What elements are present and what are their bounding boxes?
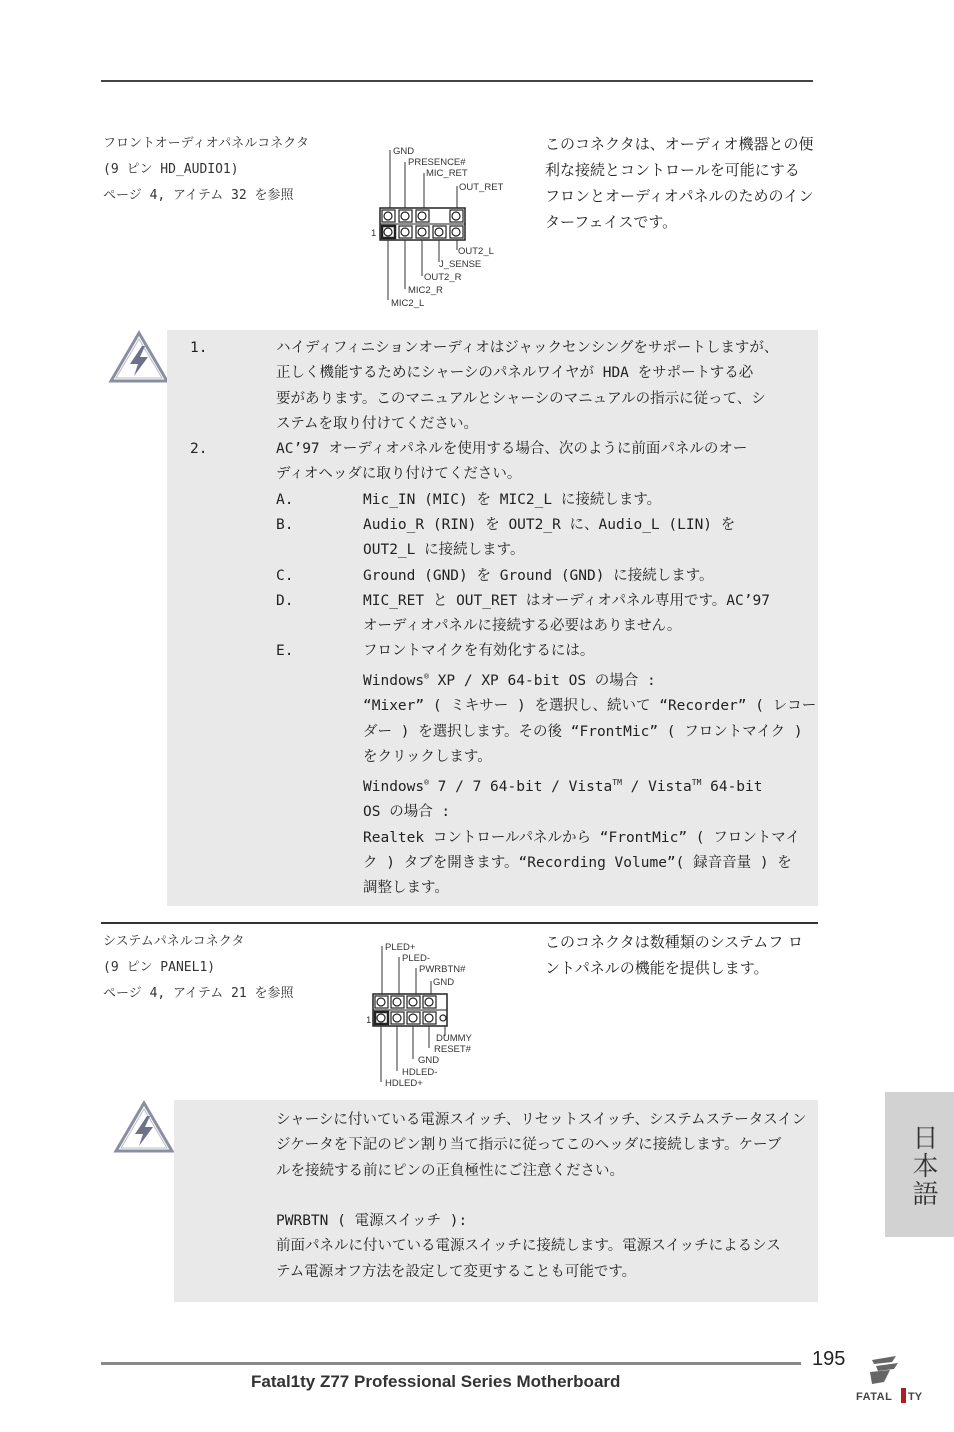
subitem-line [363,770,816,800]
pin-label: MIC2_L [391,298,425,309]
audio-connector-label [103,131,309,209]
note-line: ルを接続する前にピンの正負極性にご注意ください。 [276,1162,624,1179]
note1-item-text [276,336,778,437]
os-text: 64-bit [701,779,763,796]
desc-line: ントパネルの機能を提供します。 [545,959,769,977]
warning-icon [113,1100,175,1154]
pin1-label: 1 [371,228,377,239]
pin-label: PLED+ [385,942,416,953]
fatal1ty-logo [854,1352,934,1408]
svg-text:FATAL: FATAL [856,1391,893,1403]
pin-label: RESET# [434,1044,471,1055]
audio-label-line: ページ 4, アイテム 32 を参照 [103,188,294,203]
note-line: 正しく機能するためにシャーシのパネルワイヤが HDA をサポートする必 [276,365,754,382]
panel-label-line: (9 ピン PANEL1) [103,960,216,975]
note-line: テム電源オフ方法を設定して変更することも可能です。 [276,1263,637,1280]
subitem-letter: A. [276,492,294,508]
subitem-letter: B. [276,517,294,533]
panel-connector-description [545,929,803,981]
subitem-line: 調整します。 [363,880,449,897]
subitem-letter: C. [276,568,294,584]
subitem-line: Realtek コントロールパネルから “FrontMic” ( フロントマイ [363,829,800,846]
subitem-line: “Mixer” ( ミキサー ) を選択し、続いて “Recorder” ( レコー [363,698,817,715]
pin-label: PLED- [402,953,430,964]
desc-line: 利な接続とコントロールを可能にする [545,161,800,179]
panel-header-diagram [366,938,506,1090]
note-line: シャーシに付いている電源スイッチ、リセットスイッチ、システムステータスイン [276,1112,807,1128]
note1-item-text [276,437,747,488]
subitem-line: Ground (GND) を Ground (GND) に接続します。 [363,568,714,584]
warning-icon [108,330,170,384]
audio-header-diagram [368,140,518,312]
desc-line: このコネクタは数種類のシステムフ ロ [545,933,803,951]
panel-label-line: システムパネルコネクタ [103,934,245,949]
panel-label-line: ページ 4, アイテム 21 を参照 [103,986,294,1001]
note1-item-number: 1. [190,340,208,356]
subitem-line: ダー ) を選択します。その後 “FrontMic” ( フロントマイク ) [363,723,803,740]
pin-label: GND [433,977,455,988]
pin-label: HDLED+ [385,1078,423,1089]
section-rule [101,922,818,924]
pin-label: OUT2_R [424,272,462,283]
audio-connector-description [545,131,814,235]
audio-label-line: (9 ピン HD_AUDIO1) [103,162,239,177]
pin-label: GND [393,146,415,157]
subitem-line [363,664,816,694]
subitem-line: OUT2_L に接続します。 [363,542,525,559]
note-line: ステムを取り付けてください。 [276,415,478,432]
pin-label: OUT2_L [458,246,494,257]
pin-label: OUT_RET [459,182,504,193]
footer-title: Fatal1ty Z77 Professional Series Motherboard [251,1372,621,1391]
note-line: ジケータを下記のピン割り当て指示に従ってこのヘッダに接続します。ケーブ [276,1137,782,1154]
note-line: AC’97 オーディオパネルを使用する場合、次のように前面パネルのオー [276,441,748,457]
top-rule [101,80,813,82]
note-line: 要があります。このマニュアルとシャーシのマニュアルの指示に従って、シ [276,390,766,407]
subitem-line: Audio_R (RIN) を OUT2_R に、Audio_L (LIN) を [363,517,736,533]
pin-label: DUMMY [436,1033,472,1044]
panel-connector-label [103,929,294,1007]
os-name: Windows [363,779,425,796]
subitem-line: MIC_RET と OUT_RET はオーディオパネル専用です。AC’97 [363,593,770,609]
desc-line: このコネクタは、オーディオ機器との便 [545,135,814,153]
subitem-text [363,589,770,640]
subitem-line: をクリックします。 [363,749,492,766]
subitem-letter: D. [276,593,294,609]
note1-item-number: 2. [190,441,208,457]
panel-note-text [276,1108,806,1285]
desc-line: ターフェイスです。 [545,213,678,231]
os-text: / Vista [621,779,692,796]
subitem-line: OS の場合 : [363,804,451,821]
note-line: 前面パネルに付いている電源スイッチに接続します。電源スイッチによるシス [276,1238,781,1255]
language-tab-label: 日本語 [908,1124,938,1208]
note-line [276,1184,806,1209]
os-text: XP / XP 64-bit OS の場合 : [428,673,656,690]
subitem-text [363,639,816,902]
pin-label: J_SENSE [439,259,482,270]
desc-line: フロンとオーディオパネルのためのイン [545,187,814,205]
pin-label: PWRBTN# [419,964,466,975]
note-line: ハイディフィニションオーディオはジャックセンシングをサポートしますが、 [276,340,779,356]
subitem-text [363,513,735,564]
pin-label: HDLED- [402,1067,438,1078]
footer-rule [101,1362,801,1365]
subitem-line: オーディオパネルに接続する必要はありません。 [363,618,682,635]
audio-label-line: フロントオーディオパネルコネクタ [103,136,310,151]
svg-text:TY: TY [908,1391,923,1403]
trademark: TM [612,778,622,788]
os-text: 7 / 7 64-bit / Vista [428,779,613,796]
pin-label: MIC2_R [408,285,443,296]
subitem-line: フロントマイクを有効化するには。 [363,643,595,659]
note-line: ディオヘッダに取り付けてください。 [276,466,522,483]
language-tab [885,1092,954,1237]
pin-label: MIC_RET [426,168,468,179]
subitem-letter: E. [276,643,294,659]
subitem-line: ク ) タブを開きます。“Recording Volume”( 録音音量 ) を [363,855,792,872]
os-name: Windows [363,673,425,690]
pin1-label: 1 [366,1015,372,1026]
registered-mark: ® [424,778,429,788]
trademark: TM [691,778,702,788]
pin-label: GND [418,1055,440,1066]
note-line: PWRBTN ( 電源スイッチ ): [276,1213,468,1230]
pin-label: PRESENCE# [408,157,466,168]
registered-mark: ® [424,672,429,682]
page-number: 195 [812,1348,846,1370]
subitem-line: Mic_IN (MIC) を MIC2_L に接続します。 [363,492,662,508]
